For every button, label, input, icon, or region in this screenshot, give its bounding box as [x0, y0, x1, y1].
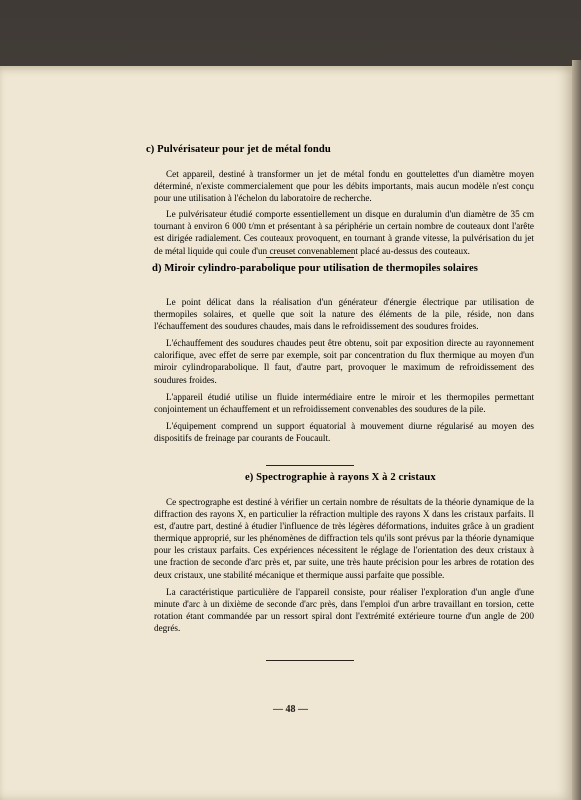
section-e-body	[154, 496, 534, 634]
section-c	[146, 144, 537, 155]
section-e	[245, 472, 545, 483]
paragraph: L'échauffement des soudures chaudes peut être obtenu, soit par exposition directe au rayonnement calorifique, avec effet de serre par exemple, soit par concentration du flux thermique au moyen d'un miroir cylindroparabolique. Il faut, d'autre part, provoquer le maximum de refroidissement des soudures froides.	[154, 338, 534, 385]
paragraph: Cet appareil, destiné à transformer un jet de métal fondu en gouttelettes d'un diamètre moyen déterminé, n'existe commercialement que pour les débits importants, mais aucun modèle n'est conçu pour une utilisation à l'échelon du laboratoire de recherche.	[154, 169, 534, 204]
page-number: — 48 —	[273, 704, 308, 715]
section-title-c: c) Pulvérisateur pour jet de métal fondu	[146, 144, 331, 155]
section-d-body	[154, 296, 534, 444]
paragraph: Le point délicat dans la réalisation d'un générateur d'énergie électrique par utilisation de thermopiles solaires, et quelle que soit la nature des éléments de la pile, réside, non dans l'échauffement des soudures chaudes, mais dans le refroidissement des soudures froides.	[154, 297, 534, 332]
section-c-body	[154, 168, 534, 257]
page-edge	[572, 60, 581, 800]
section-d	[152, 263, 552, 274]
section-divider	[266, 465, 354, 466]
section-title-d: d) Miroir cylindro-parabolique pour utilisation de thermopiles solaires	[152, 263, 479, 274]
paragraph: Le pulvérisateur étudié comporte essentiellement un disque en duralumin d'un diamètre de 35 cm tournant à environ 6 000 t/mn et présentant à sa périphérie un certain nombre de couteaux dont l'arête est dirigée radialement. Ces couteaux provoquent, en tournant à grande vitesse, la pulvérisation du jet de métal liquide qui coule d'un creuset convenablement placé au-dessus des couteaux.	[154, 209, 534, 256]
section-divider	[266, 257, 354, 258]
section-title-e: e) Spectrographie à rayons X à 2 cristaux	[245, 472, 436, 483]
paragraph: La caractéristique particulière de l'appareil consiste, pour réaliser l'exploration d'un angle d'une minute d'arc à un dixième de seconde d'arc près, dans l'emploi d'un arbre travaillant en torsion, cette rotation étant commandée par un ressort spiral dont l'extrémité extérieure tourne d'un angle de 200 degrés.	[154, 586, 534, 633]
section-divider	[266, 660, 354, 661]
paragraph: L'équipement comprend un support équatorial à mouvement diurne régularisé au moyen des dispositifs de freinage par courants de Foucault.	[154, 420, 534, 443]
paragraph: Ce spectrographe est destiné à vérifier un certain nombre de résultats de la théorie dynamique de la diffraction des rayons X, en particulier la réfraction multiple des rayons X dans les cristaux parfaits. Il est, d'autre part, destiné à étudier l'influence de très légères déformations, induites grâce à un gradient thermique approprié, sur les phénomènes de diffraction tels qu'ils sont prévus par la théorie dynamique pour les cristaux parfaits. Ces expériences nécessitent le réglage de l'orientation des deux cristaux à une fraction de seconde d'arc près et, par suite, une très haute précision pour les arbres de rotation des deux cristaux, une stabilité mécanique et thermique aussi parfaite que possible.	[154, 497, 534, 580]
paragraph: L'appareil étudié utilise un fluide intermédiaire entre le miroir et les thermopiles permettant conjointement un échauffement et un refroidissement convenables des soudures de la pile.	[154, 391, 534, 414]
